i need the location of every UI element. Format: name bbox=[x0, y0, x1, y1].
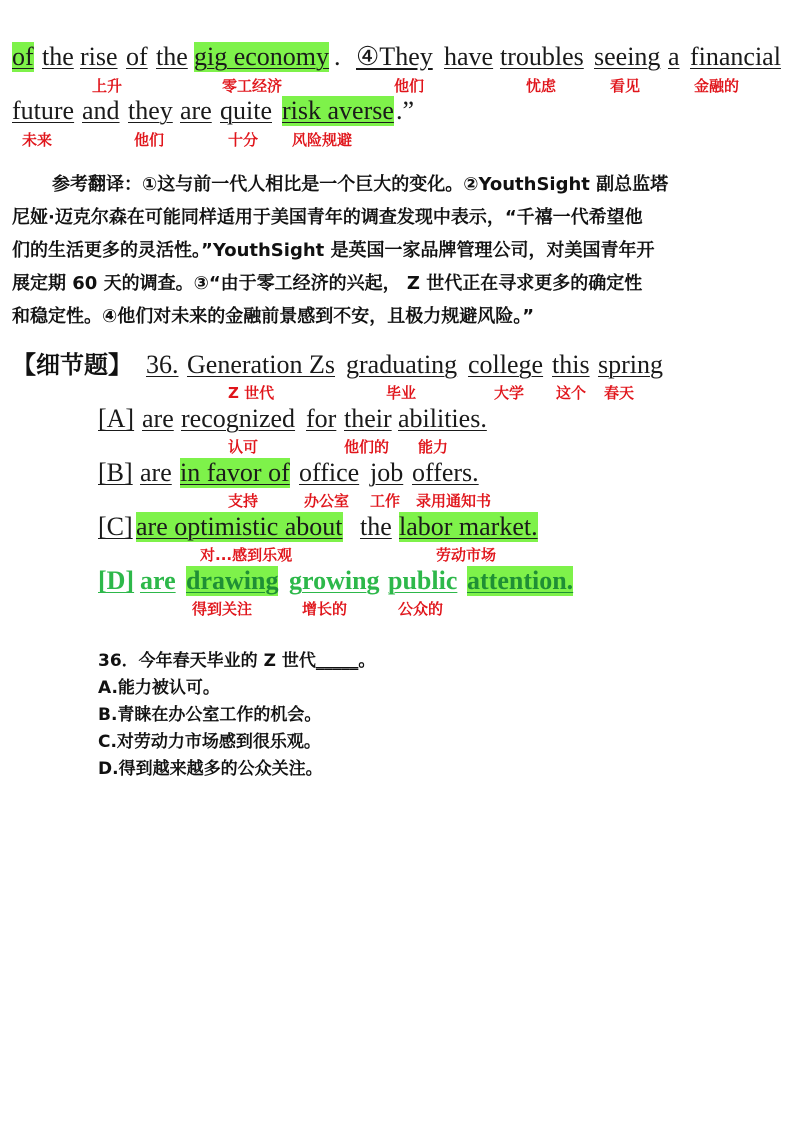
word-drawing: drawing bbox=[186, 566, 279, 595]
word-are: are bbox=[142, 404, 174, 433]
word-offers: offers. bbox=[412, 458, 479, 487]
word-of: of bbox=[12, 42, 34, 71]
gloss-financial: 金融的 bbox=[694, 77, 740, 95]
word-period: . bbox=[334, 42, 341, 71]
gloss-graduating: 毕业 bbox=[386, 384, 417, 402]
gloss-office: 办公室 bbox=[304, 492, 350, 510]
chinese-question bbox=[98, 648, 375, 783]
word-in-favor-of: in favor of bbox=[180, 458, 290, 487]
gloss-quite: 十分 bbox=[228, 131, 259, 149]
gloss-public: 公众的 bbox=[398, 600, 444, 618]
word-public: public bbox=[388, 566, 458, 595]
gloss-gig-economy: 零工经济 bbox=[222, 77, 283, 95]
word-they-4: ④They bbox=[356, 42, 433, 71]
word-growing: growing bbox=[289, 566, 380, 595]
gloss-in-favor-of: 支持 bbox=[228, 492, 259, 510]
gloss-seeing: 看见 bbox=[610, 77, 641, 95]
gloss-they: 他们 bbox=[394, 77, 425, 95]
gloss-this: 这个 bbox=[556, 384, 587, 402]
translation-line: 尼娅·迈克尔森在可能同样适用于美国青年的调查发现中表示，“千禧一代希望他 bbox=[12, 207, 643, 228]
gloss-troubles: 忧虑 bbox=[526, 77, 557, 95]
gloss-their: 他们的 bbox=[344, 438, 390, 456]
word-graduating: graduating bbox=[346, 350, 458, 379]
question-type-tag: 【细节题】 bbox=[12, 351, 132, 379]
word-a: a bbox=[668, 42, 680, 71]
word-the: the bbox=[360, 512, 392, 541]
translation-line: 展定期 60 天的调查。③“由于零工经济的兴起， Z 世代正在寻求更多的确定性 bbox=[12, 273, 643, 294]
word-rise: rise bbox=[80, 42, 118, 71]
word-office: office bbox=[299, 458, 360, 487]
word-abilities: abilities. bbox=[398, 404, 487, 433]
option-label-c: [C] bbox=[98, 512, 133, 541]
word-recognized: recognized bbox=[181, 404, 296, 433]
answer-blank: _____ bbox=[315, 651, 359, 671]
chinese-stem-end: 。 bbox=[358, 651, 376, 671]
gloss-recognized: 认可 bbox=[228, 438, 259, 456]
gloss-drawing: 得到关注 bbox=[192, 600, 253, 618]
word-are: are bbox=[180, 96, 212, 125]
question-number: 36. bbox=[146, 350, 179, 379]
gloss-growing: 增长的 bbox=[302, 600, 348, 618]
chinese-question-stem bbox=[98, 648, 375, 675]
word-seeing: seeing bbox=[594, 42, 661, 71]
gloss-abilities: 能力 bbox=[418, 438, 449, 456]
option-label-d: [D] bbox=[98, 566, 135, 595]
gloss-optimistic-about: 对...感到乐观 bbox=[200, 546, 293, 564]
word-attention: attention. bbox=[467, 566, 574, 595]
gloss-future: 未来 bbox=[22, 131, 53, 149]
word-of: of bbox=[126, 42, 148, 71]
translation-line: 们的生活更多的灵活性。”YouthSight 是英国一家品牌管理公司，对美国青年开 bbox=[12, 240, 655, 261]
word-financial: financial bbox=[690, 42, 781, 71]
chinese-option-d: D.得到越来越多的公众关注。 bbox=[98, 759, 323, 779]
word-risk-averse: risk averse bbox=[282, 96, 394, 125]
chinese-option-b: B.青睐在办公室工作的机会。 bbox=[98, 705, 322, 725]
word-are: are bbox=[140, 566, 176, 595]
option-label-a: [A] bbox=[98, 404, 135, 433]
word-generation-zs: Generation Zs bbox=[187, 350, 336, 379]
gloss-labor-market: 劳动市场 bbox=[436, 546, 497, 564]
gloss-generation-zs: Z 世代 bbox=[228, 384, 275, 402]
word-future: future bbox=[12, 96, 75, 125]
gloss-college: 大学 bbox=[494, 384, 525, 402]
gloss-job: 工作 bbox=[370, 492, 401, 510]
word-gig-economy: gig economy bbox=[194, 42, 330, 71]
option-label-b: [B] bbox=[98, 458, 133, 487]
reference-translation bbox=[12, 168, 792, 333]
word-the: the bbox=[156, 42, 188, 71]
chinese-option-c: C.对劳动力市场感到很乐观。 bbox=[98, 732, 321, 752]
word-are: are bbox=[140, 458, 172, 487]
chinese-option-a: A.能力被认可。 bbox=[98, 678, 220, 698]
gloss-risk-averse: 风险规避 bbox=[292, 131, 353, 149]
word-for: for bbox=[306, 404, 337, 433]
word-the: the bbox=[42, 42, 74, 71]
gloss-they: 他们 bbox=[134, 131, 165, 149]
word-college: college bbox=[468, 350, 544, 379]
word-troubles: troubles bbox=[500, 42, 584, 71]
word-they: they bbox=[128, 96, 173, 125]
word-have: have bbox=[444, 42, 494, 71]
word-are-optimistic-about: are optimistic about bbox=[136, 512, 343, 541]
word-spring: spring bbox=[598, 350, 663, 379]
word-this: this bbox=[552, 350, 590, 379]
word-their: their bbox=[344, 404, 392, 433]
word-and: and bbox=[82, 96, 120, 125]
word-closing-quote: .” bbox=[396, 96, 415, 125]
word-quite: quite bbox=[220, 96, 272, 125]
chinese-stem-text: 36．今年春天毕业的 Z 世代 bbox=[98, 651, 316, 671]
gloss-offers: 录用通知书 bbox=[416, 492, 492, 510]
gloss-rise: 上升 bbox=[92, 77, 123, 95]
gloss-spring: 春天 bbox=[604, 384, 635, 402]
translation-line: 参考翻译：①这与前一代人相比是一个巨大的变化。②YouthSight 副总监塔 bbox=[52, 174, 669, 195]
word-labor-market: labor market. bbox=[399, 512, 538, 541]
translation-line: 和稳定性。④他们对未来的金融前景感到不安，且极力规避风险。” bbox=[12, 306, 535, 327]
word-job: job bbox=[370, 458, 404, 487]
